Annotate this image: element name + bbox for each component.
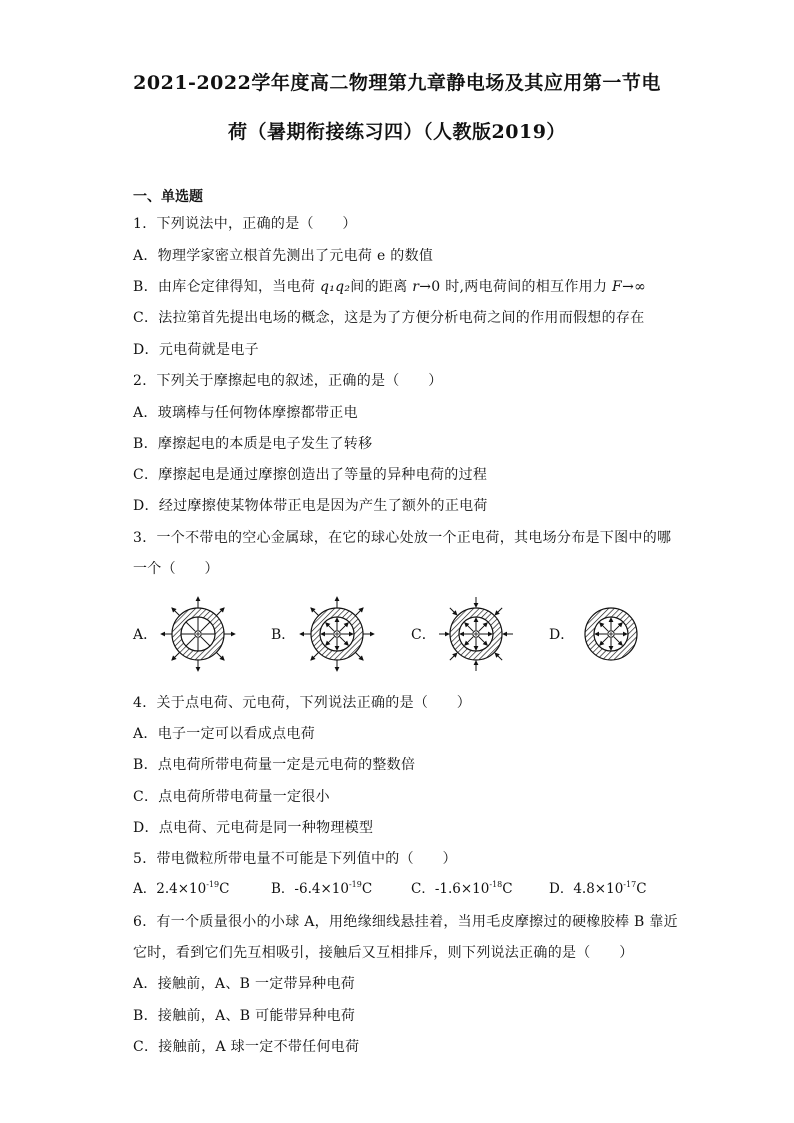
q4-option-c: C．点电荷所带电荷量一定很小: [133, 789, 330, 805]
q4-option-d: D．点电荷、元电荷是同一种物理模型: [133, 820, 374, 836]
q6-option-b: B．接触前，A、B 可能带异种电荷: [133, 1008, 356, 1024]
section-heading: 一、单选题: [133, 189, 203, 205]
q1-option-b: [133, 276, 646, 296]
q5-stem: 5．带电微粒所带电量不可能是下列值中的（ ）: [133, 851, 457, 867]
q1-option-c: C．法拉第首先提出电场的概念，这是为了方便分析电荷之间的作用而假想的存在: [133, 310, 645, 326]
field-arrow-outer: [311, 608, 319, 616]
q5-a-base: A．2.4×10: [133, 881, 207, 897]
field-arrow-outer: [311, 652, 319, 660]
q2-option-b: B．摩擦起电的本质是电子发生了转移: [133, 436, 373, 452]
q6-stem-line2: 它时，看到它们先互相吸引，接触后又互相排斥，则下列说法正确的是（ ）: [133, 945, 634, 961]
q1-b-var-r: r: [412, 279, 420, 295]
q5-d-base: D．4.8×10: [549, 881, 624, 897]
q1-b-text-2: 间的距离: [350, 279, 413, 295]
q1-b-var-f: F: [612, 279, 623, 295]
q1-stem: 1．下列说法中，正确的是（ ）: [133, 216, 357, 232]
q1-b-var-q: q₁q₂: [319, 279, 351, 295]
q6-stem-line1: 6．有一个质量很小的小球 A，用绝缘细线悬挂着，当用毛皮摩擦过的硬橡胶棒 B 靠近: [133, 914, 678, 930]
q5-option-b: [271, 877, 372, 897]
q2-option-d: D．经过摩擦使某物体带正电是因为产生了额外的正电荷: [133, 498, 488, 514]
q3-figure-d: [566, 594, 656, 674]
q5-c-unit: C: [502, 881, 513, 897]
field-arrow-outer-inward: [450, 608, 457, 615]
q3-stem-line2: 一个（ ）: [133, 561, 219, 577]
q5-c-exp: -18: [489, 880, 503, 889]
q5-d-exp: -17: [623, 880, 637, 889]
q1-b-text-3: →0 时,两电荷间的相互作用力: [419, 279, 613, 295]
field-arrow-outer: [355, 608, 363, 616]
q3-figure-c: [431, 594, 521, 674]
q3-label-d: D．: [549, 627, 575, 643]
q3-stem-line1: 3．一个不带电的空心金属球，在它的球心处放一个正电荷，其电场分布是下图中的哪: [133, 530, 672, 546]
q3-label-b: B．: [271, 627, 296, 643]
field-arrow-outer: [216, 652, 224, 660]
q5-option-a: [133, 877, 229, 897]
q4-option-b: B．点电荷所带电荷量一定是元电荷的整数倍: [133, 757, 416, 773]
q1-option-d: D．元电荷就是电子: [133, 342, 259, 358]
q6-option-c: C．接触前，A 球一定不带任何电荷: [133, 1039, 360, 1055]
field-arrow-outer-inward: [450, 653, 457, 660]
q5-d-unit: C: [636, 881, 647, 897]
document-title-line1: 2021-2022学年度高二物理第九章静电场及其应用第一节电: [133, 72, 661, 94]
q2-stem: 2．下列关于摩擦起电的叙述，正确的是（ ）: [133, 373, 443, 389]
q5-c-base: C．-1.6×10: [411, 881, 490, 897]
field-arrow-outer: [355, 652, 363, 660]
q5-b-exp: -19: [348, 880, 362, 889]
q1-b-text-4: →∞: [622, 279, 647, 295]
q5-a-unit: C: [219, 881, 230, 897]
q2-option-c: C．摩擦起电是通过摩擦创造出了等量的异种电荷的过程: [133, 467, 488, 483]
q2-option-a: A．玻璃棒与任何物体摩擦都带正电: [133, 405, 358, 421]
q3-figure-a: [153, 594, 243, 674]
q4-option-a: A．电子一定可以看成点电荷: [133, 726, 316, 742]
q3-figure-b: [292, 594, 382, 674]
q5-option-d: [549, 877, 647, 897]
q5-b-unit: C: [361, 881, 373, 897]
q1-b-text-1: B．由库仑定律得知，当电荷: [133, 279, 320, 295]
document-title-line2: 荷（暑期衔接练习四）（人教版2019）: [228, 121, 566, 143]
q6-option-a: A．接触前，A、B 一定带异种电荷: [133, 976, 356, 992]
q3-label-a: A．: [133, 627, 158, 643]
q4-stem: 4．关于点电荷、元电荷，下列说法正确的是（ ）: [133, 695, 472, 711]
q3-label-c: C．: [411, 627, 436, 643]
field-arrow-outer-inward: [495, 608, 502, 615]
field-arrow-outer-inward: [495, 653, 502, 660]
field-arrow-outer: [216, 608, 224, 616]
q5-a-exp: -19: [206, 880, 220, 889]
q1-option-a: A．物理学家密立根首先测出了元电荷 e 的数值: [133, 248, 434, 264]
q5-b-base: B．-6.4×10: [271, 881, 349, 897]
q5-option-c: [411, 877, 513, 897]
field-arrow-outer: [172, 608, 180, 616]
field-arrow-outer: [172, 652, 180, 660]
